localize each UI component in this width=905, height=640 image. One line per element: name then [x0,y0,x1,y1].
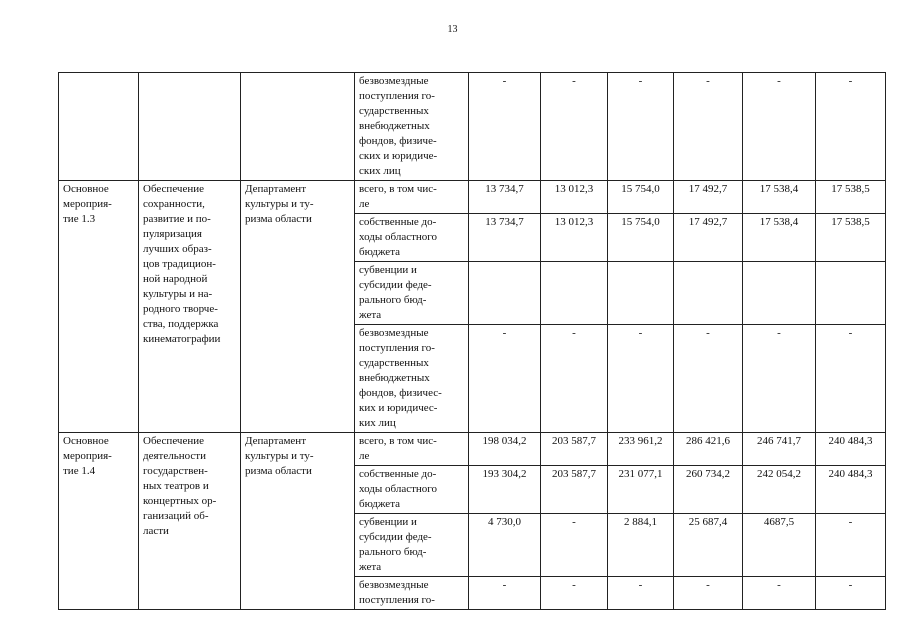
value-cell: - [541,577,608,610]
source-cell: безвозмездные поступления го- сударственных внебюджетных фондов, физиче- ских и юридиче- ских лиц [355,73,469,181]
source-cell: всего, в том чис- ле [355,433,469,466]
value-cell: 286 421,6 [674,433,743,466]
value-cell: 198 034,2 [469,433,541,466]
value-cell: 17 538,4 [743,181,816,214]
value-cell [674,262,743,325]
table-row [59,181,886,214]
value-cell: - [674,73,743,181]
value-cell: 260 734,2 [674,466,743,514]
value-cell: 233 961,2 [608,433,674,466]
value-cell: 13 734,7 [469,181,541,214]
value-cell: 193 304,2 [469,466,541,514]
value-cell [816,262,886,325]
source-cell: безвозмездные поступления го- сударственных внебюджетных фондов, физичес- ких и юридичес- ких лиц [355,325,469,433]
table-row [59,433,886,466]
value-cell: 13 012,3 [541,214,608,262]
value-cell [469,262,541,325]
source-cell: безвозмездные поступления го- [355,577,469,610]
source-cell: собственные до- ходы областного бюджета [355,466,469,514]
value-cell: 25 687,4 [674,514,743,577]
value-cell: 13 734,7 [469,214,541,262]
value-cell: 203 587,7 [541,466,608,514]
event-cell: Основное мероприя- тие 1.3 [59,181,139,433]
source-cell: субвенции и субсидии феде- рального бюд- жета [355,262,469,325]
value-cell: - [674,577,743,610]
value-cell: - [608,73,674,181]
value-cell: - [541,73,608,181]
value-cell: - [608,577,674,610]
value-cell: - [816,73,886,181]
value-cell: 240 484,3 [816,433,886,466]
value-cell: 15 754,0 [608,214,674,262]
value-cell: 17 538,5 [816,181,886,214]
executor-cell: Департамент культуры и ту- ризма области [241,181,355,433]
value-cell: - [541,325,608,433]
value-cell: 246 741,7 [743,433,816,466]
value-cell: - [816,514,886,577]
description-cell [139,73,241,181]
value-cell: 17 538,4 [743,214,816,262]
source-cell: собственные до- ходы областного бюджета [355,214,469,262]
value-cell: 15 754,0 [608,181,674,214]
value-cell: - [743,577,816,610]
value-cell: - [469,325,541,433]
value-cell: - [469,73,541,181]
table-row [59,73,886,181]
page-number: 13 [447,24,458,35]
value-cell: 17 492,7 [674,181,743,214]
value-cell: 17 492,7 [674,214,743,262]
value-cell: - [541,514,608,577]
executor-cell [241,73,355,181]
value-cell: 242 054,2 [743,466,816,514]
budget-table [58,72,886,610]
value-cell: 240 484,3 [816,466,886,514]
event-cell [59,73,139,181]
value-cell [743,262,816,325]
value-cell: 13 012,3 [541,181,608,214]
description-cell: Обеспечение деятельности государствен- ных театров и концертных ор- ганизаций об- ласти [139,433,241,610]
value-cell: - [816,577,886,610]
value-cell: 4687,5 [743,514,816,577]
event-cell: Основное мероприя- тие 1.4 [59,433,139,610]
value-cell: - [674,325,743,433]
value-cell: - [608,325,674,433]
value-cell [608,262,674,325]
value-cell: 4 730,0 [469,514,541,577]
description-cell: Обеспечение сохранности, развитие и по- пуляризация лучших образ- цов традицион- ной народной культуры и на- родного творче- ства, поддержка кинематографии [139,181,241,433]
source-cell: всего, в том чис- ле [355,181,469,214]
value-cell: 231 077,1 [608,466,674,514]
value-cell: 203 587,7 [541,433,608,466]
value-cell: 17 538,5 [816,214,886,262]
value-cell [541,262,608,325]
value-cell: - [743,73,816,181]
value-cell: 2 884,1 [608,514,674,577]
value-cell: - [469,577,541,610]
executor-cell: Департамент культуры и ту- ризма области [241,433,355,610]
source-cell: субвенции и субсидии феде- рального бюд- жета [355,514,469,577]
value-cell: - [816,325,886,433]
value-cell: - [743,325,816,433]
